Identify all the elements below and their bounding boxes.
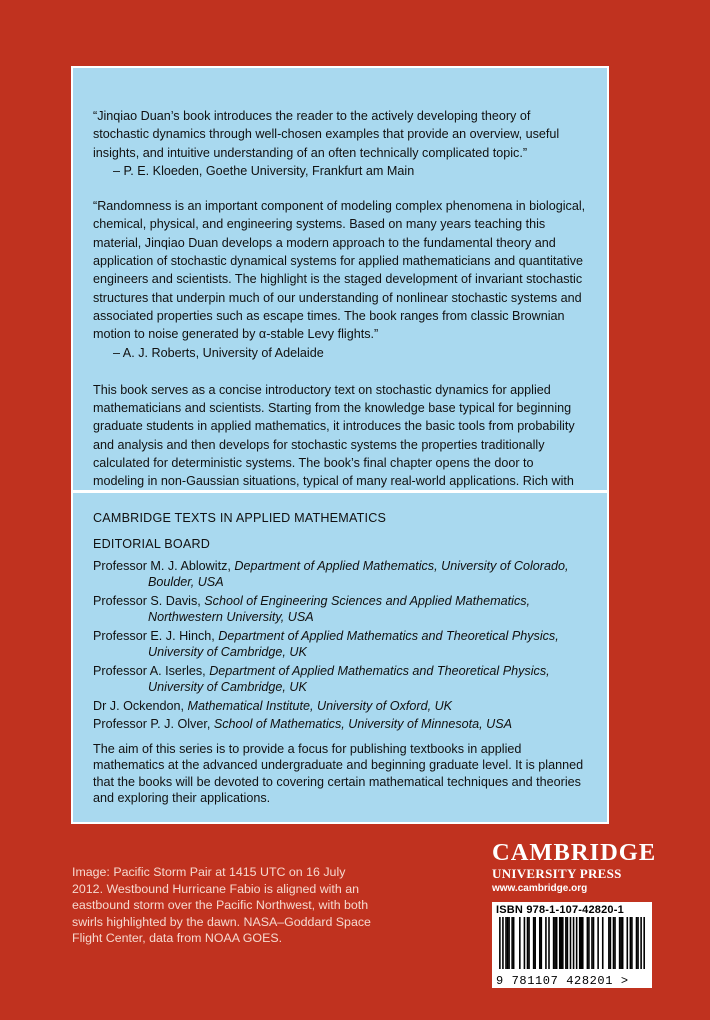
board-member — [93, 628, 587, 661]
board-member — [93, 663, 587, 696]
barcode-bar — [554, 917, 556, 969]
member-name: Professor A. Iserles, — [93, 663, 206, 678]
member-name: Dr J. Ockendon, — [93, 698, 184, 713]
barcode-bar — [502, 917, 504, 969]
barcode-bar — [556, 917, 558, 969]
barcode-bar — [505, 917, 507, 969]
barcode-bar — [573, 917, 575, 969]
barcode-bar — [576, 917, 578, 969]
barcode-bar — [587, 917, 589, 969]
barcode-bar — [559, 917, 561, 969]
barcode-bar — [553, 917, 555, 969]
barcode-icon — [496, 917, 648, 969]
barcode-bar — [619, 917, 621, 969]
barcode-bar — [533, 917, 535, 969]
barcode-bar — [602, 917, 604, 969]
barcode-bar — [567, 917, 569, 969]
barcode-bar — [643, 917, 645, 969]
board-member — [93, 716, 587, 733]
blurb-panel — [71, 66, 609, 492]
barcode-bar — [613, 917, 615, 969]
barcode-bar — [519, 917, 521, 969]
board-member — [93, 558, 587, 591]
review-quote-1: “Jinqiao Duan’s book introduces the reader to the actively developing theory of stochastic dynamics through well-chosen examples that provide an overview, useful insights, and intuitive understanding of an often technically complicated topic.” — [93, 109, 560, 160]
barcode-bar — [608, 917, 610, 969]
barcode-bar — [565, 917, 567, 969]
barcode-bar — [637, 917, 639, 969]
review-quote-2: “Randomness is an important component of modeling complex phenomena in biological, chemical, physical, and engineering systems. Based on many years teaching this material, Jinqiao Duan develops a modern approach to the fundamental theory and application of stochastic dynamical systems for applied mathematicians and quantitative engineers and scientists. The highlight is the staged development of invariant stochastic structures that underpin much of our understanding of nonlinear stochastic systems and associated properties such as escape times. The book ranges from classic Brownian motion to noise generated by α-stable Levy flights.” — [93, 199, 586, 342]
barcode-bar — [507, 917, 509, 969]
barcode-bar — [614, 917, 616, 969]
barcode-bar — [570, 917, 572, 969]
review-attribution-1: – P. E. Kloeden, Goethe University, Frankfurt am Main — [113, 163, 415, 178]
barcode-bar — [534, 917, 536, 969]
member-affiliation: School of Mathematics, University of Minnesota, USA — [213, 717, 513, 732]
barcode-bar — [541, 917, 543, 969]
barcode-bar — [640, 917, 642, 969]
member-name: Professor S. Davis, — [93, 593, 201, 608]
member-name: Professor E. J. Hinch, — [93, 628, 215, 643]
member-name: Professor M. J. Ablowitz, — [93, 558, 231, 573]
series-title: CAMBRIDGE TEXTS IN APPLIED MATHEMATICS — [93, 511, 387, 525]
series-panel — [71, 492, 609, 824]
barcode-bar — [545, 917, 547, 969]
book-description: This book serves as a concise introductory text on stochastic dynamics for applied mathematicians and scientists. Starting from the knowledge base typical for beginning graduate students in applied mathematics, it introduces the basic tools from probability and analysis and then develops for stochastic systems the properties traditionally calculated for deterministic systems. The book’s final chapter opens the door to modeling in non-Gaussian situations, typical of many real-world applications. Rich with — [93, 382, 575, 489]
publisher-subname: UNIVERSITY PRESS — [492, 866, 622, 881]
isbn-label: ISBN 978-1-107-42820-1 — [496, 904, 624, 916]
barcode-bar — [630, 917, 632, 969]
barcode-bar — [597, 917, 599, 969]
barcode-bar — [627, 917, 629, 969]
editorial-board-title: EDITORIAL BOARD — [93, 537, 211, 552]
member-affiliation: Department of Applied Mathematics and Theoretical Physics, University of Cambridge, UK — [148, 628, 559, 660]
member-affiliation: School of Engineering Sciences and Applied Mathematics, Northwestern University, USA — [148, 593, 531, 625]
barcode-digits: 9 781107 428201 > — [496, 974, 629, 988]
barcode-bar — [593, 917, 595, 969]
barcode-bar — [527, 917, 529, 969]
barcode-bar — [579, 917, 581, 969]
barcode-bar — [548, 917, 550, 969]
barcode-bar — [513, 917, 515, 969]
board-member — [93, 698, 587, 715]
member-affiliation: Department of Applied Mathematics, University of Colorado, Boulder, USA — [148, 558, 569, 590]
publisher-logo — [492, 839, 657, 896]
barcode-bar — [560, 917, 562, 969]
barcode-bar — [511, 917, 513, 969]
series-aim: The aim of this series is to provide a focus for publishing textbooks in applied mathematics at the advanced undergraduate and beginning graduate level. It is planned that the books will be devoted to covering certain mathematical techniques and theories and exploring their applications. — [93, 741, 584, 806]
barcode-bar — [631, 917, 633, 969]
barcode-bar — [508, 917, 510, 969]
review-attribution-2: – A. J. Roberts, University of Adelaide — [113, 345, 324, 360]
image-credit: Image: Pacific Storm Pair at 1415 UTC on 16 July 2012. Westbound Hurricane Fabio is aligned with an eastbound storm over the Pacific Northwest, with both swirls highlighted by the dawn. NASA–Goddard Space Flight Center, data from NOAA GOES. — [72, 865, 371, 945]
barcode-bar — [591, 917, 593, 969]
member-affiliation: Department of Applied Mathematics and Theoretical Physics, University of Cambridge, UK — [148, 663, 550, 695]
barcode-bar — [580, 917, 582, 969]
barcode-bar — [499, 917, 501, 969]
barcode-bar — [610, 917, 612, 969]
barcode-bar — [562, 917, 564, 969]
member-affiliation: Mathematical Institute, University of Oxford, UK — [187, 698, 453, 713]
member-name: Professor P. J. Olver, — [93, 717, 211, 732]
board-member — [93, 593, 587, 626]
publisher-name: CAMBRIDGE — [492, 839, 657, 866]
barcode-bar — [528, 917, 530, 969]
barcode-bar — [620, 917, 622, 969]
barcode-bar — [588, 917, 590, 969]
barcode-bar — [539, 917, 541, 969]
barcode-bar — [524, 917, 526, 969]
publisher-url: www.cambridge.org — [492, 883, 588, 894]
isbn-barcode-box — [492, 902, 652, 988]
barcode-bar — [622, 917, 624, 969]
barcode-bar — [582, 917, 584, 969]
barcode-bar — [636, 917, 638, 969]
